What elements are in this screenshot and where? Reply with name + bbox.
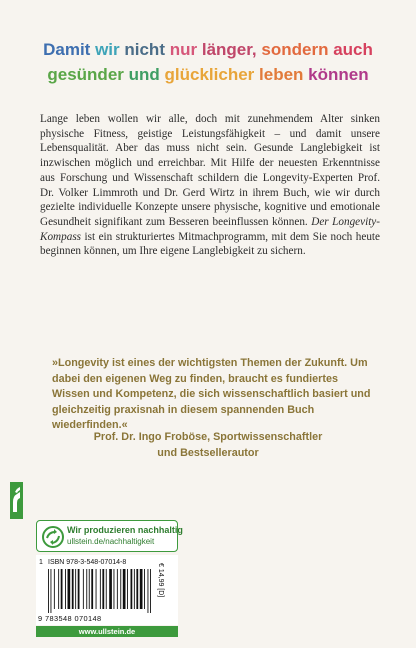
headline-line-2 — [0, 62, 416, 87]
sustainability-badge — [36, 520, 183, 552]
barcode-bar — [65, 569, 66, 609]
ean-digits: 9 783548 070148 — [38, 614, 102, 623]
barcode-bar — [127, 569, 128, 609]
barcode-bar — [100, 569, 101, 609]
barcode-bar — [68, 569, 71, 609]
headline-line-2-word: glücklicher — [164, 65, 255, 84]
blurb-part-2: ist ein strukturiertes Mitmachprogramm, mit dem Sie noch heute beginnen können, um Ihre eigene Langlebigkeit zu sichern. — [40, 230, 380, 258]
barcode-bar — [61, 569, 63, 609]
headline-line-1-word: auch — [333, 40, 373, 59]
headline-line-1 — [0, 37, 416, 62]
publisher-url[interactable]: www.ullstein.de — [36, 626, 178, 637]
barcode-bar — [75, 569, 76, 609]
barcode-bar — [109, 569, 112, 609]
barcode-bar — [150, 569, 151, 613]
price-label: € 14,99 [D] — [157, 563, 164, 598]
headline — [0, 37, 416, 87]
barcode-bar — [120, 569, 121, 609]
endorsement-quote: »Longevity ist eines der wichtigsten Themen der Zukunft. Um dabei den eigenen Weg zu finden, braucht es fundiertes Wissen und Kompetenz, die sich wissenschaftlich basiert und gleichzeitig praxisnah in diesem spannenden Buch wiederfinden.« — [52, 357, 371, 431]
barcode-bar — [114, 569, 115, 609]
barcode-bar — [134, 569, 135, 609]
recycle-globe-icon — [41, 525, 65, 549]
barcode-bar — [86, 569, 87, 609]
barcode-bar — [106, 569, 107, 609]
barcode-bar — [91, 569, 93, 609]
isbn-text: ISBN 978-3-548-07014-8 — [48, 559, 127, 566]
barcode-bar — [54, 569, 55, 609]
headline-line-2-word: gesünder — [47, 65, 124, 84]
blurb-text — [40, 112, 380, 259]
headline-line-1-word: Damit — [43, 40, 91, 59]
headline-line-2-word: und — [128, 65, 160, 84]
blurb-part-1: Lange leben wollen wir alle, doch mit zunehmendem Alter sinken physische Fitness, geistige Leistungsfähigkeit – und damit unsere Lebensqualität. Aber das muss nicht sein. Gesunde Langlebigkeit ist inzwischen möglich und erreichbar. Mit Hilfe der neuesten Erkenntnisse aus Forschung und Wissenschaft schildern die Longevity-Experten Prof. Dr. Volker Limmroth und Dr. Gerd Wirtz in ihrem Buch, wie wir durch gezielte individuelle Konzepte unsere physische, kognitive und emotionale Gesundheit signifikant zum Besseren beeinflussen können. — [40, 113, 380, 228]
barcode-area — [36, 555, 178, 625]
headline-line-1-word: nicht — [124, 40, 165, 59]
barcode-bar — [51, 569, 52, 613]
headline-line-1-word: nur — [169, 40, 198, 59]
barcode-bar — [144, 569, 145, 609]
barcode-bar — [48, 569, 49, 613]
headline-line-1-word: sondern — [261, 40, 329, 59]
barcode-bar — [96, 569, 97, 609]
barcode-bar — [140, 569, 143, 609]
endorsement-author — [0, 430, 416, 461]
barcode-bar — [148, 569, 149, 613]
barcode-bar — [72, 569, 74, 609]
barcode-bar — [102, 569, 104, 609]
barcode-lead-digit: 1 — [39, 559, 43, 566]
barcode-bar — [131, 569, 133, 609]
barcode-bar — [136, 569, 138, 609]
sustainability-link[interactable]: ullstein.de/nachhaltigkeit — [67, 537, 155, 546]
sustainability-title: Wir produzieren nachhaltig — [67, 525, 183, 535]
author-line-1: Prof. Dr. Ingo Froböse, Sportwissenschaftler — [93, 431, 323, 443]
author-line-2: und Bestsellerautor — [157, 446, 259, 459]
headline-line-2-word: leben — [259, 65, 304, 84]
headline-line-1-word: länger, — [201, 40, 257, 59]
book-title-italic: Der Longevity-Kompass — [40, 215, 380, 243]
headline-line-2-word: können — [308, 65, 369, 84]
barcode-bar — [78, 569, 80, 609]
headline-line-1-word: wir — [95, 40, 120, 59]
barcode-bar — [83, 569, 84, 609]
ean-barcode — [46, 569, 156, 613]
barcode-bar — [89, 569, 90, 609]
barcode-bar — [123, 569, 126, 609]
ullstein-logo-icon — [10, 482, 23, 519]
barcode-bar — [58, 569, 59, 609]
barcode-bar — [117, 569, 118, 609]
